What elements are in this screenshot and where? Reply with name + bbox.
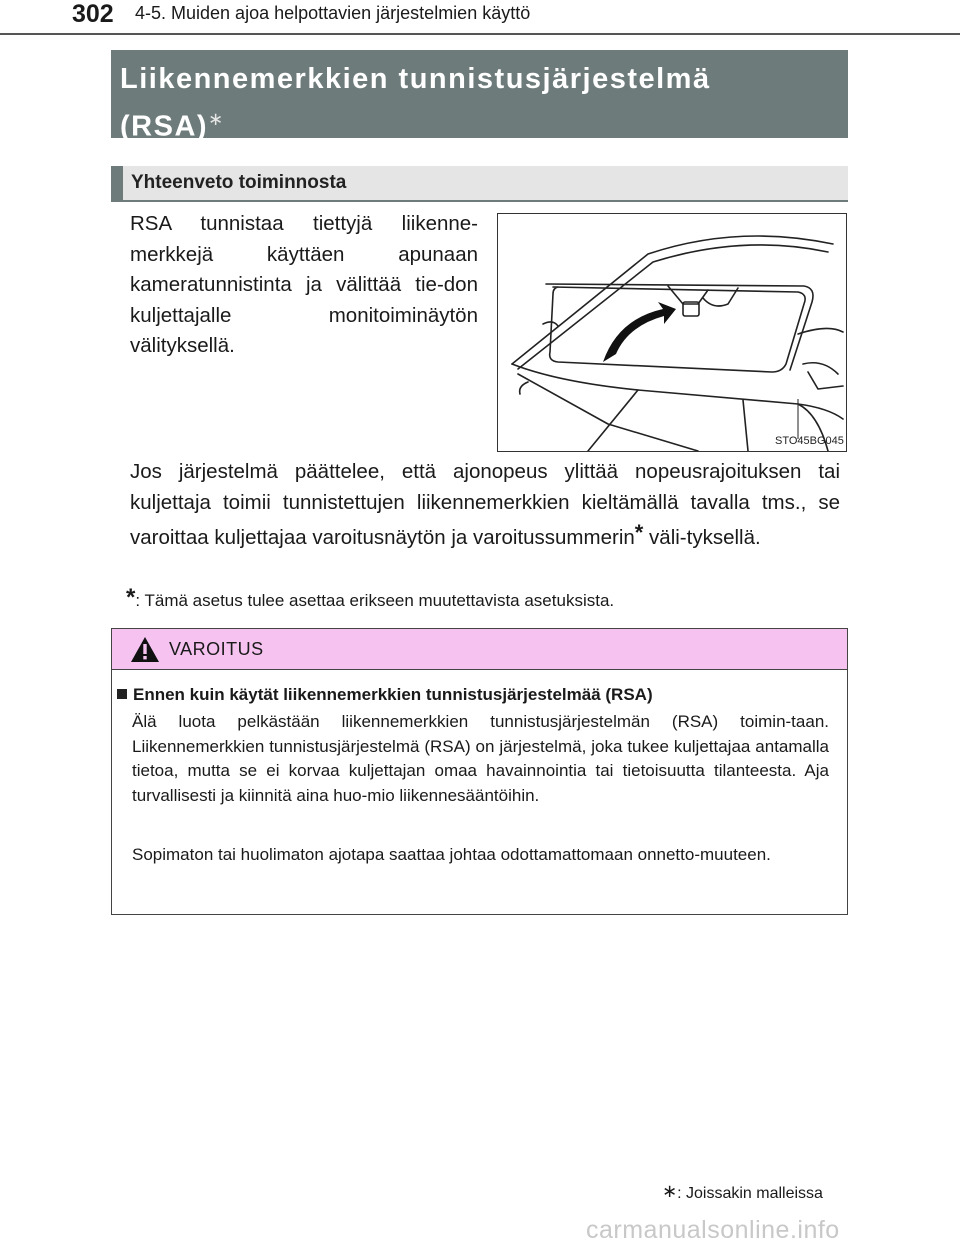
footnote-text: : Tämä asetus tulee asettaa erikseen muutettavista asetuksista. bbox=[135, 591, 615, 610]
para2-text-end: väli-tyksellä. bbox=[643, 526, 761, 549]
title-line-2 bbox=[120, 99, 848, 147]
watermark: carmanualsonline.info bbox=[586, 1216, 840, 1244]
figure-code: STO45BG045 bbox=[775, 435, 844, 447]
warning-paragraph-2: Sopimaton tai huolimaton ajotapa saattaa johtaa odottamattomaan onnetto-muuteen. bbox=[132, 845, 771, 864]
warning-heading bbox=[117, 685, 653, 705]
title-star: ∗ bbox=[208, 109, 225, 129]
arrow-icon bbox=[603, 302, 676, 362]
running-head: 4-5. Muiden ajoa helpottavien järjestelmien käyttö bbox=[135, 3, 531, 23]
section-heading-text: Yhteenveto toiminnosta bbox=[131, 172, 347, 193]
square-bullet-icon bbox=[117, 689, 127, 699]
warning-label: VAROITUS bbox=[169, 639, 264, 659]
section-heading bbox=[111, 166, 848, 202]
warning-header bbox=[112, 629, 847, 670]
warning-paragraph-1: Älä luota pelkästään liikennemerkkien tunnistusjärjestelmän (RSA) toimin-taan. Liikennemerkkien tunnistusjärjestelmä (RSA) on järjestelmä, joka tukee kuljettajaa antamalla tietoa, mutta se ei korvaa kuljettajan omaa havainnointia tai tietoisuutta tilanteesta. Aja turvallisesti ja kiinnitä aina huo-mio liikennesääntöihin. bbox=[132, 712, 829, 805]
para2-star: * bbox=[634, 520, 644, 545]
header-rule bbox=[0, 33, 960, 35]
title-line-1: Liikennemerkkien tunnistusjärjestelmä bbox=[120, 63, 711, 95]
model-footnote-text: : Joissakin malleissa bbox=[677, 1185, 823, 1202]
windshield-illustration bbox=[498, 214, 846, 451]
settings-footnote bbox=[126, 584, 614, 612]
page-number: 302 bbox=[72, 0, 114, 28]
model-footnote-star: ∗ bbox=[662, 1181, 678, 1201]
footnote-star: * bbox=[126, 584, 136, 611]
warning-box bbox=[111, 628, 848, 915]
page-title bbox=[111, 50, 848, 143]
warning-heading-text: Ennen kuin käytät liikennemerkkien tunnistusjärjestelmää (RSA) bbox=[133, 685, 653, 704]
intro-paragraph: RSA tunnistaa tiettyjä liikenne-merkkejä käyttäen apunaan kameratunnistinta ja välittää tie-don kuljettajalle monitoiminäytön välityksellä. bbox=[130, 212, 478, 357]
warning-condition-paragraph bbox=[130, 457, 840, 554]
windshield-camera-figure bbox=[497, 213, 847, 452]
para2-text: Jos järjestelmä päättelee, että ajonopeus ylittää nopeusrajoituksen tai kuljettaja toimii tunnistettujen liikennemerkkien kieltämällä tavalla tms., se varoittaa kuljettajaa varoitusnäytön ja varoitussummerin bbox=[130, 460, 840, 549]
title-rsa: (RSA) bbox=[120, 110, 209, 143]
model-footnote bbox=[662, 1181, 823, 1203]
section-bar bbox=[111, 166, 123, 200]
warning-triangle-icon bbox=[130, 636, 160, 663]
